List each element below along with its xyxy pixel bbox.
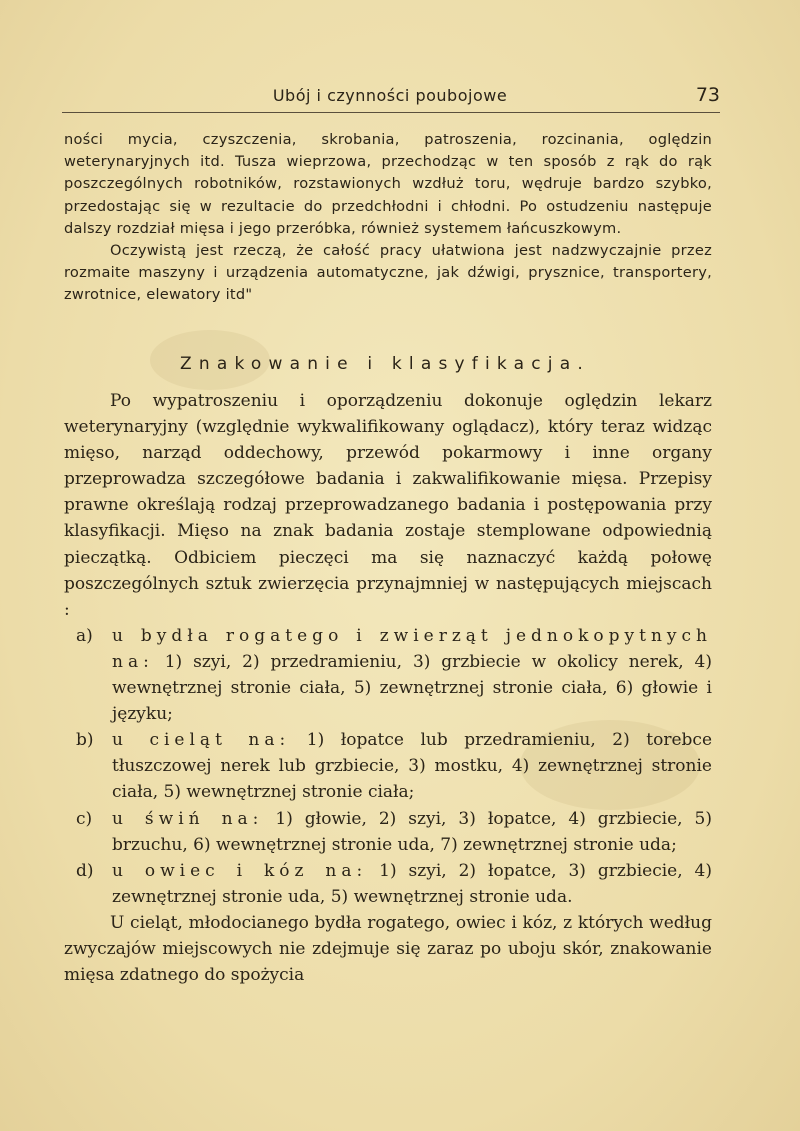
list-lead: u bydła rogatego i zwierząt jednokopytnych na: <box>112 625 712 672</box>
list-item <box>64 858 712 910</box>
intro-text <box>64 129 712 307</box>
list-lead: u cieląt na: <box>112 730 291 751</box>
list-marker: c) <box>76 808 93 829</box>
main-text <box>64 388 712 988</box>
list-text: 1) głowie, 2) szyi, 3) łopatce, 4) grzbiecie, 5) brzuchu, 6) wewnętrznej stronie uda, 7) zewnętrznej stronie uda; <box>112 808 713 855</box>
running-header <box>60 86 720 110</box>
stamp-locations-list <box>64 623 712 910</box>
list-text: 1) łopatce lub przedramieniu, 2) torebce tłuszczowej nerek lub grzbiecie, 3) mostku, 4) zewnętrznej stronie ciała, 5) wewnętrznej stronie ciała; <box>112 730 713 803</box>
section-heading: Znakowanie i klasyfikacja. <box>180 354 590 374</box>
list-item <box>64 623 712 727</box>
body-paragraph-1: Po wypatroszeniu i oporządzeniu dokonuje oględzin lekarz weterynaryjny (względnie wykwalifikowany oglądacz), który teraz widząc mięso, narząd oddechowy, przewód pokarmowy i inne organy przeprowadza szczegółowe badania i zakwalifikowanie mięsa. Przepisy prawne określają rodzaj przeprowadzanego badania i postępowania przy klasyfikacji. Mięso na znak badania zostaje stemplowane odpowiednią pieczątką. Odbiciem pieczęci ma się naznaczyć każdą połowę poszczególnych sztuk zwierzęcia przynajmniej w następujących miejscach : <box>64 391 712 620</box>
body-paragraph-2: U cieląt, młodocianego bydła rogatego, owiec i kóz, z których według zwyczajów miejscowych nie zdejmuje się zaraz po uboju skór, znakowanie mięsa zdatnego do spożycia <box>64 912 712 986</box>
list-lead: u owiec i kóz na: <box>112 860 368 881</box>
list-text: 1) szyi, 2) przedramieniu, 3) grzbiecie w okolicy nerek, 4) wewnętrznej stronie ciała, 5) zewnętrznej stronie ciała, 6) głowie i języku; <box>112 651 712 725</box>
header-title: Ubój i czynności poubojowe <box>272 86 508 105</box>
list-marker: b) <box>76 730 94 751</box>
list-item <box>64 727 712 805</box>
intro-paragraph-2: Oczywistą jest rzeczą, że całość pracy ułatwiona jest nadzwyczajnie przez rozmaite maszyny i urządzenia automatyczne, jak dźwigi, prysznice, transportery, zwrotnice, elewatory itd" <box>64 242 712 304</box>
list-text: 1) szyi, 2) łopatce, 3) grzbiecie, 4) zewnętrznej stronie uda, 5) wewnętrznej stronie uda. <box>112 860 712 907</box>
intro-paragraph-1: ności mycia, czyszczenia, skrobania, patroszenia, rozcinania, oględzin weterynaryjnych itd. Tusza wieprzowa, przechodząc w ten sposób z rąk do rąk poszczególnych robotników, rozstawionych wzdłuż toru, wędruje bardzo szybko, przedostając się w rezultacie do przedchłodni i chłodni. Po ostudzeniu następuje dalszy rozdział mięsa i jego przeróbka, również systemem łańcuszkowym. <box>64 131 712 237</box>
list-lead: u świń na: <box>112 808 264 829</box>
list-marker: d) <box>76 860 94 881</box>
list-marker: a) <box>76 625 93 646</box>
list-item <box>64 806 712 858</box>
page-number: 73 <box>695 84 720 106</box>
header-rule <box>62 112 720 113</box>
